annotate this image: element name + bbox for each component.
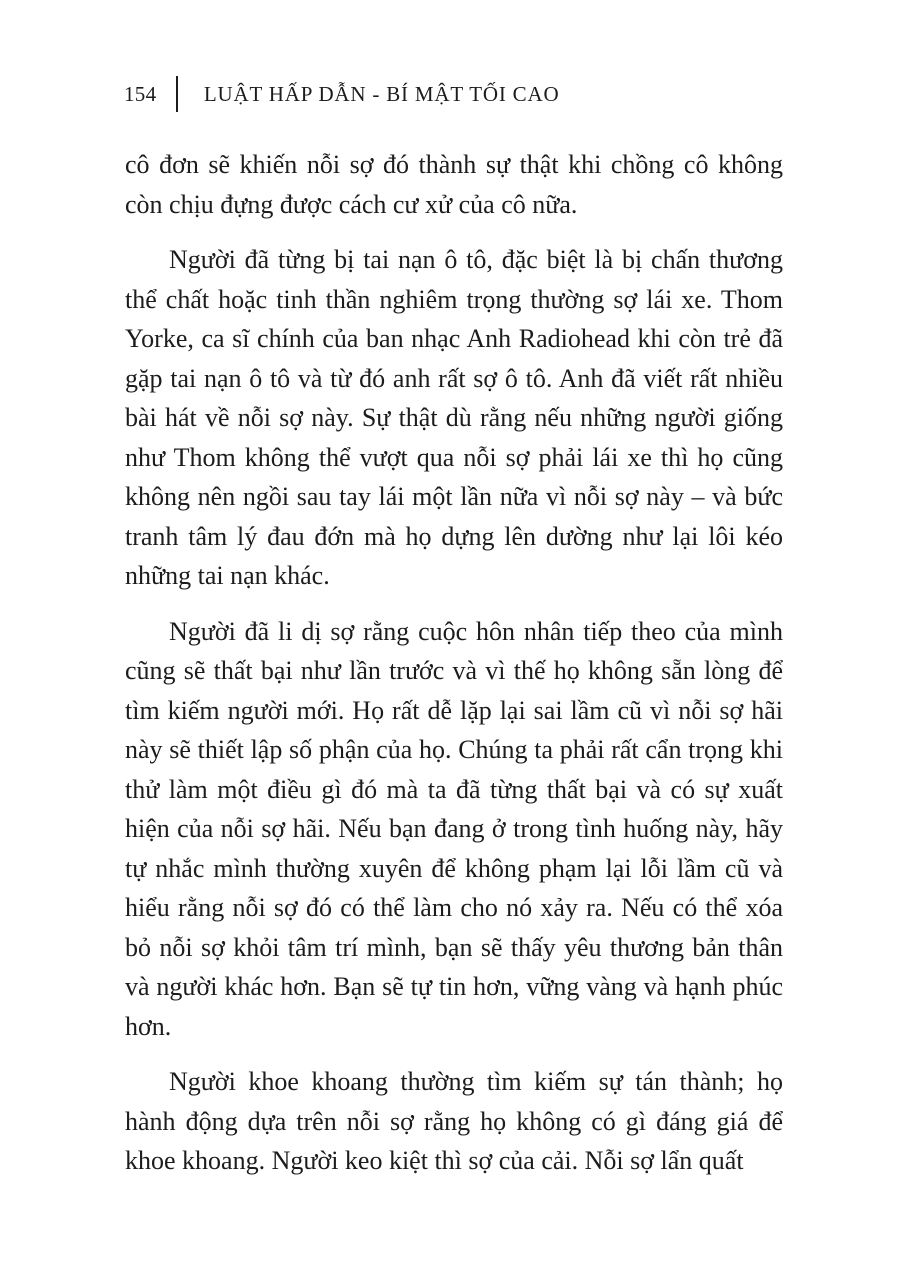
paragraph-divorce: Người đã li dị sợ rằng cuộc hôn nhân tiếp theo của mình cũng sẽ thất bại như lần trước và vì thế họ không sẵn lòng để tìm kiếm người mới. Họ rất dễ lặp lại sai lầm cũ vì nỗi sợ hãi này sẽ thiết lập số phận của họ. Chúng ta phải rất cẩn trọng khi thử làm một điều gì đó mà ta đã từng thất bại và có sự xuất hiện của nỗi sợ hãi. Nếu bạn đang ở trong tình huống này, hãy tự nhắc mình thường xuyên để không phạm lại lỗi lầm cũ và hiểu rằng nỗi sợ đó có thể làm cho nó xảy ra. Nếu có thể xóa bỏ nỗi sợ khỏi tâm trí mình, bạn sẽ thấy yêu thương bản thân và người khác hơn. Bạn sẽ tự tin hơn, vững vàng và hạnh phúc hơn.	[125, 616, 783, 1041]
body-text	[125, 145, 783, 1181]
running-title: LUẬT HẤP DẪN - BÍ MẬT TỐI CAO	[203, 81, 560, 106]
page-number: 154	[124, 81, 157, 106]
header-divider	[176, 76, 178, 112]
paragraph-car-accident: Người đã từng bị tai nạn ô tô, đặc biệt là bị chấn thương thể chất hoặc tinh thần nghiêm trọng thường sợ lái xe. Thom Yorke, ca sĩ chính của ban nhạc Anh Radiohead khi còn trẻ đã gặp tai nạn ô tô và từ đó anh rất sợ ô tô. Anh đã viết rất nhiều bài hát về nỗi sợ này. Sự thật dù rằng nếu những người giống như Thom không thể vượt qua nỗi sợ phải lái xe thì họ cũng không nên ngồi sau tay lái một lần nữa vì nỗi sợ này – và bức tranh tâm lý đau đớn mà họ dựng lên dường như lại lôi kéo những tai nạn khác.	[125, 245, 783, 590]
paragraph-boasting: Người khoe khoang thường tìm kiếm sự tán thành; họ hành động dựa trên nỗi sợ rằng họ không có gì đáng giá để khoe khoang. Người keo kiệt thì sợ của cải. Nỗi sợ lẩn quất	[125, 1067, 783, 1175]
paragraph-continuation: cô đơn sẽ khiến nỗi sợ đó thành sự thật khi chồng cô không còn chịu đựng được cách cư xử của cô nữa.	[125, 150, 783, 219]
page-header	[124, 74, 559, 114]
